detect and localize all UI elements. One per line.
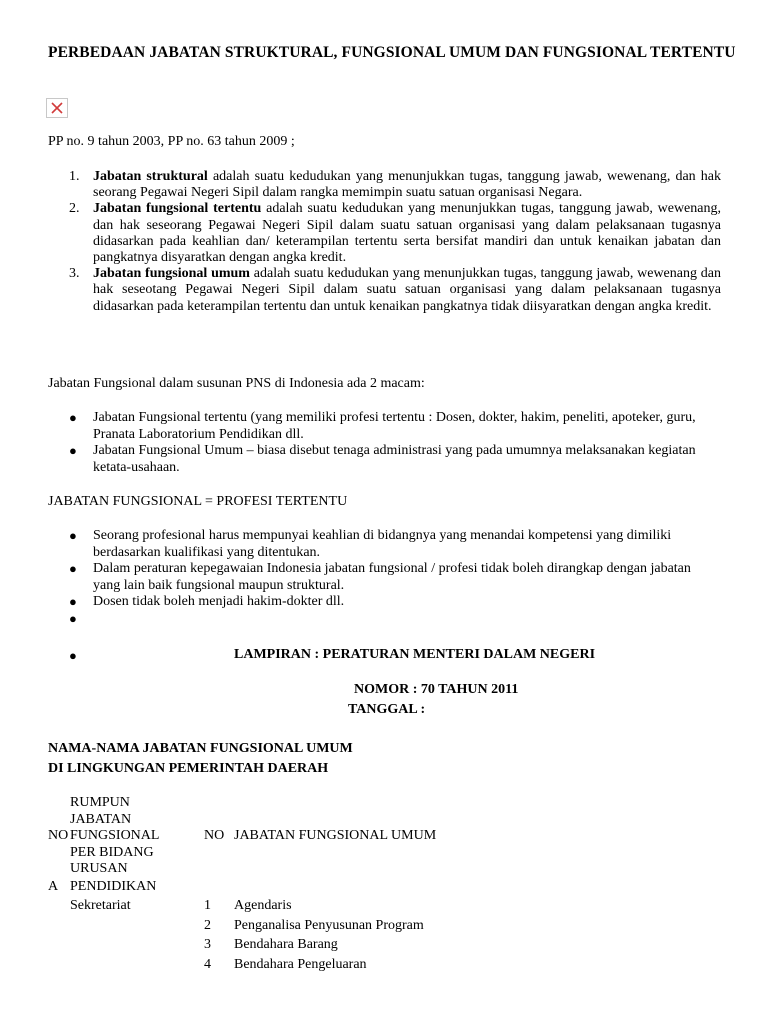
profession-points-list — [48, 528, 708, 627]
list-item-text: Jabatan Fungsional tertentu (yang memiliki profesi tertentu : Dosen, dokter, hakim, peneliti, apoteker, guru, Pranata Laboratorium Pendidikan dll. — [93, 410, 696, 442]
table-row — [48, 895, 524, 915]
list-item — [48, 561, 708, 594]
definition-number: 2. — [69, 201, 80, 217]
positions-table — [48, 795, 524, 973]
table-row — [48, 934, 524, 954]
list-item-text: Seorang profesional harus mempunyai keahlian di bidangnya yang menandai kompetensi yang dimiliki berdasarkan kualifikasi yang ditentukan. — [93, 528, 672, 560]
sub-name: Sekretariat — [70, 898, 131, 913]
header-line: URUSAN — [70, 861, 128, 876]
header-no: NO — [48, 828, 69, 843]
broken-image-icon — [46, 98, 68, 118]
section-title — [48, 739, 353, 779]
definition-item — [48, 266, 721, 315]
group-code: A — [48, 878, 59, 894]
table-row — [48, 915, 524, 935]
position-name: Agendaris — [234, 898, 292, 913]
row-number: 2 — [204, 917, 211, 933]
regulation-number: NOMOR : 70 TAHUN 2011 — [354, 682, 519, 697]
header-line: JABATAN — [70, 811, 132, 827]
list-item-text: Dosen tidak boleh menjadi hakim-dokter dll. — [93, 594, 345, 609]
definition-text: adalah suatu kedudukan yang menunjukkan tugas, tanggung jawab, wewenang, dan hak seorang Pegawai Negeri Sipil dalam rangka memimpin suatu satuan organisasi Negara. — [93, 169, 721, 201]
bullet-icon: ● — [69, 410, 77, 425]
row-number: 4 — [204, 956, 211, 972]
definition-number: 3. — [69, 266, 80, 282]
definition-text: adalah suatu kedudukan yang menunjukkan tugas, tanggung jawab, wewenang, dan hak seseorang Pegawai Negeri Sipil dalam suatu satuan organisasi yang dalam pelaksanaan tugasnya didasarkan pada keahlian dan/ keterampilan tertentu serta bersifat mandiri dan untuk kenaikan jabatan dan pangkatnya disyaratkan dengan angka kredit. — [93, 201, 721, 266]
table-row — [48, 878, 524, 896]
bullet-icon: ● — [69, 648, 77, 663]
header-line: PER BIDANG — [70, 844, 154, 860]
table-row — [48, 954, 524, 974]
attachment-heading: LAMPIRAN : PERATURAN MENTERI DALAM NEGERI — [234, 647, 596, 662]
list-item-text: Dalam peraturan kepegawaian Indonesia jabatan fungsional / profesi tidak boleh dirangkap dengan jabatan yang lain baik fungsional maupun struktural. — [93, 561, 691, 593]
bullet-icon: ● — [69, 528, 77, 543]
definition-term: Jabatan struktural — [93, 169, 208, 184]
list-item-text: Jabatan Fungsional Umum – biasa disebut tenaga administrasi yang pada umumnya melaksanakan kegiatan ketata-usahaan. — [93, 443, 696, 475]
list-item — [48, 528, 708, 561]
definition-item — [48, 201, 721, 266]
group-name: PENDIDIKAN — [70, 878, 157, 894]
position-name: Penganalisa Penyusunan Program — [234, 917, 424, 933]
definition-term: Jabatan fungsional umum — [93, 266, 250, 282]
bullet-icon: ● — [69, 443, 77, 458]
position-name: Bendahara Pengeluaran — [234, 956, 367, 972]
legal-basis: PP no. 9 tahun 2003, PP no. 63 tahun 2009 ; — [48, 134, 295, 149]
definition-item — [48, 169, 721, 201]
header-rumpun — [70, 795, 204, 878]
row-number: 3 — [204, 937, 211, 952]
table-header-row — [48, 795, 524, 878]
header-line: RUMPUN — [70, 795, 130, 810]
list-item — [48, 443, 708, 476]
definition-term: Jabatan fungsional tertentu — [93, 201, 262, 217]
types-list — [48, 410, 708, 476]
list-item — [48, 410, 708, 443]
bullet-icon: ● — [69, 610, 77, 626]
position-name: Bendahara Barang — [234, 937, 338, 952]
header-line: FUNGSIONAL — [70, 828, 160, 843]
list-item — [48, 594, 708, 611]
row-number: 1 — [204, 898, 211, 913]
definition-text: adalah suatu kedudukan yang menunjukkan tugas, tanggung jawab, wewenang dan hak seseotang Pegawai Negeri Sipil dalam suatu satuan organisasi yang dalam pelaksanaan tugasnya didasarkan pada keterampilan tertentu dan untuk kenaikan pangkatnya tidak diisyaratkan dengan angka kredit. — [93, 266, 721, 314]
definition-number: 1. — [69, 169, 80, 184]
section-title-line: NAMA-NAMA JABATAN FUNGSIONAL UMUM — [48, 741, 353, 756]
header-jabatan: JABATAN FUNGSIONAL UMUM — [234, 828, 437, 843]
list-item — [48, 611, 708, 628]
bullet-icon: ● — [69, 594, 77, 609]
document-title: PERBEDAAN JABATAN STRUKTURAL, FUNGSIONAL UMUM DAN FUNGSIONAL TERTENTU — [48, 44, 736, 61]
section-title-line: DI LINGKUNGAN PEMERINTAH DAERAH — [48, 761, 329, 776]
header-no2: NO — [204, 828, 225, 843]
regulation-date: TANGGAL : — [348, 702, 426, 717]
bullet-icon: ● — [69, 561, 77, 576]
definitions-list — [48, 169, 721, 315]
profession-heading: JABATAN FUNGSIONAL = PROFESI TERTENTU — [48, 494, 348, 509]
types-intro: Jabatan Fungsional dalam susunan PNS di Indonesia ada 2 macam: — [48, 376, 425, 391]
